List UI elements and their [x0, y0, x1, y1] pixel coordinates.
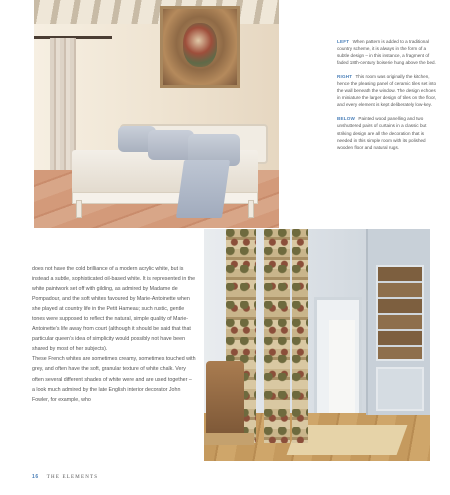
- caption-left: [337, 38, 437, 66]
- bookshelf: [376, 265, 424, 361]
- captions-column: [337, 38, 437, 158]
- body-paragraph: These French whites are sometimes creamy, sometimes touched with grey, and often have the soft, granular texture of white chalk. Very often several different shades of white were and are used together – a look much admired by the late English interior decorator John Fowler, for example, who: [32, 356, 196, 403]
- boiserie-fragment: [160, 6, 240, 88]
- caption-text: This room was originally the kitchen, hence the pleasing panel of ceramic tiles set into the wall beneath the window. The design echoes in miniature the larger design of tiles on the floor, and every element is kept deliberately low-key.: [337, 74, 437, 108]
- doorway: [314, 297, 362, 417]
- daybed-frame: [72, 192, 258, 204]
- caption-heading: LEFT: [337, 39, 350, 44]
- cabinet-door: [376, 367, 424, 411]
- chair-seat: [204, 433, 254, 445]
- caption-below: [337, 115, 437, 150]
- caption-right: [337, 73, 437, 108]
- page-number: 16: [32, 474, 39, 480]
- patterned-curtain: [292, 229, 308, 443]
- daybed-leg: [248, 200, 254, 218]
- beamed-ceiling: [34, 0, 279, 24]
- throw-blanket: [176, 160, 230, 218]
- caption-heading: RIGHT: [337, 74, 353, 80]
- caption-text: Painted wood panelling and two unshuttered pairs of curtains in a classic but striking design are all the decoration that is needed in this simple room with its polished wooden floor and natural rugs.: [337, 116, 427, 150]
- daybed-leg: [76, 200, 82, 218]
- body-paragraph: does not have the cold brilliance of a modern acrylic white, but is instead a subtle, sophisticated oil-based white. It is represented in the white paintwork set off with gilding, as admired by Madame de Pompadour, and the soft whites favoured by Marie-Antoinette when she played at country life in the Petit Hameau; such rustic, gentle tones were supposed to reflect the natural, simple quality of Marie-Antoinette’s life away from court (although it should be said that that particular queen’s idea of simplicity would possibly not have been shared by most of her subjects).: [32, 266, 196, 353]
- caption-heading: BELOW: [337, 116, 356, 122]
- running-head: THE ELEMENTS: [46, 475, 99, 480]
- glazed-bookcase: [366, 229, 430, 415]
- page-footer: [32, 474, 98, 480]
- wooden-chair: [206, 361, 244, 439]
- patterned-curtain: [264, 229, 290, 443]
- panelled-room-photo: [204, 229, 430, 461]
- body-text: [32, 264, 196, 405]
- bedroom-daybed-photo: [34, 0, 279, 228]
- caption-text: When pattern is added to a traditional country scheme, it is always in the form of a subtle design – in this instance, a fragment of faded 18th-century boiserie hung above the bed.: [337, 39, 436, 66]
